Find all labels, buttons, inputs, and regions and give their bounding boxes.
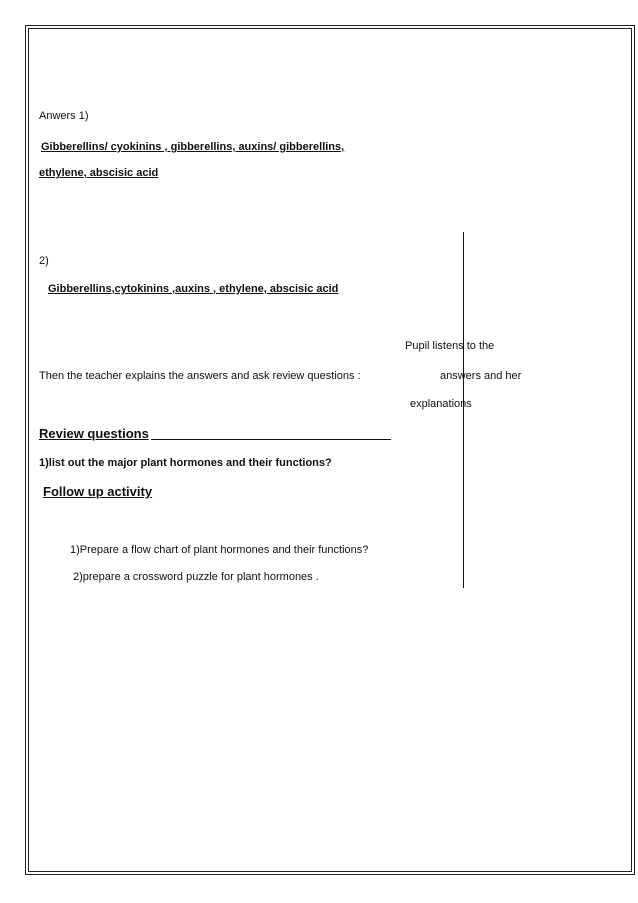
review-heading-rule <box>151 439 391 440</box>
pupil-line3: explanations <box>410 398 472 410</box>
pupil-line1: Pupil listens to the <box>405 340 495 352</box>
answer2-text: Gibberellins,cytokinins ,auxins , ethylene, abscisic acid <box>48 283 339 295</box>
answer2-label: 2) <box>39 255 49 267</box>
review-question-1: 1)list out the major plant hormones and their functions? <box>39 457 332 469</box>
page-border-inner <box>28 28 632 872</box>
follow-up-item-1: 1)Prepare a flow chart of plant hormones and their functions? <box>70 544 369 556</box>
answer1-line1: Gibberellins/ cyokinins , gibberellins, auxins/ gibberellins, <box>41 141 345 153</box>
review-heading: Review questions <box>39 426 149 441</box>
answer1-line2: ethylene, abscisic acid <box>39 167 159 179</box>
pupil-line2: answers and her <box>440 370 522 382</box>
follow-up-item-2: 2)prepare a crossword puzzle for plant hormones . <box>73 571 319 583</box>
teacher-activity: Then the teacher explains the answers and ask review questions : <box>39 370 361 382</box>
answers-heading: Anwers 1) <box>39 110 89 122</box>
follow-up-heading: Follow up activity <box>43 484 153 499</box>
